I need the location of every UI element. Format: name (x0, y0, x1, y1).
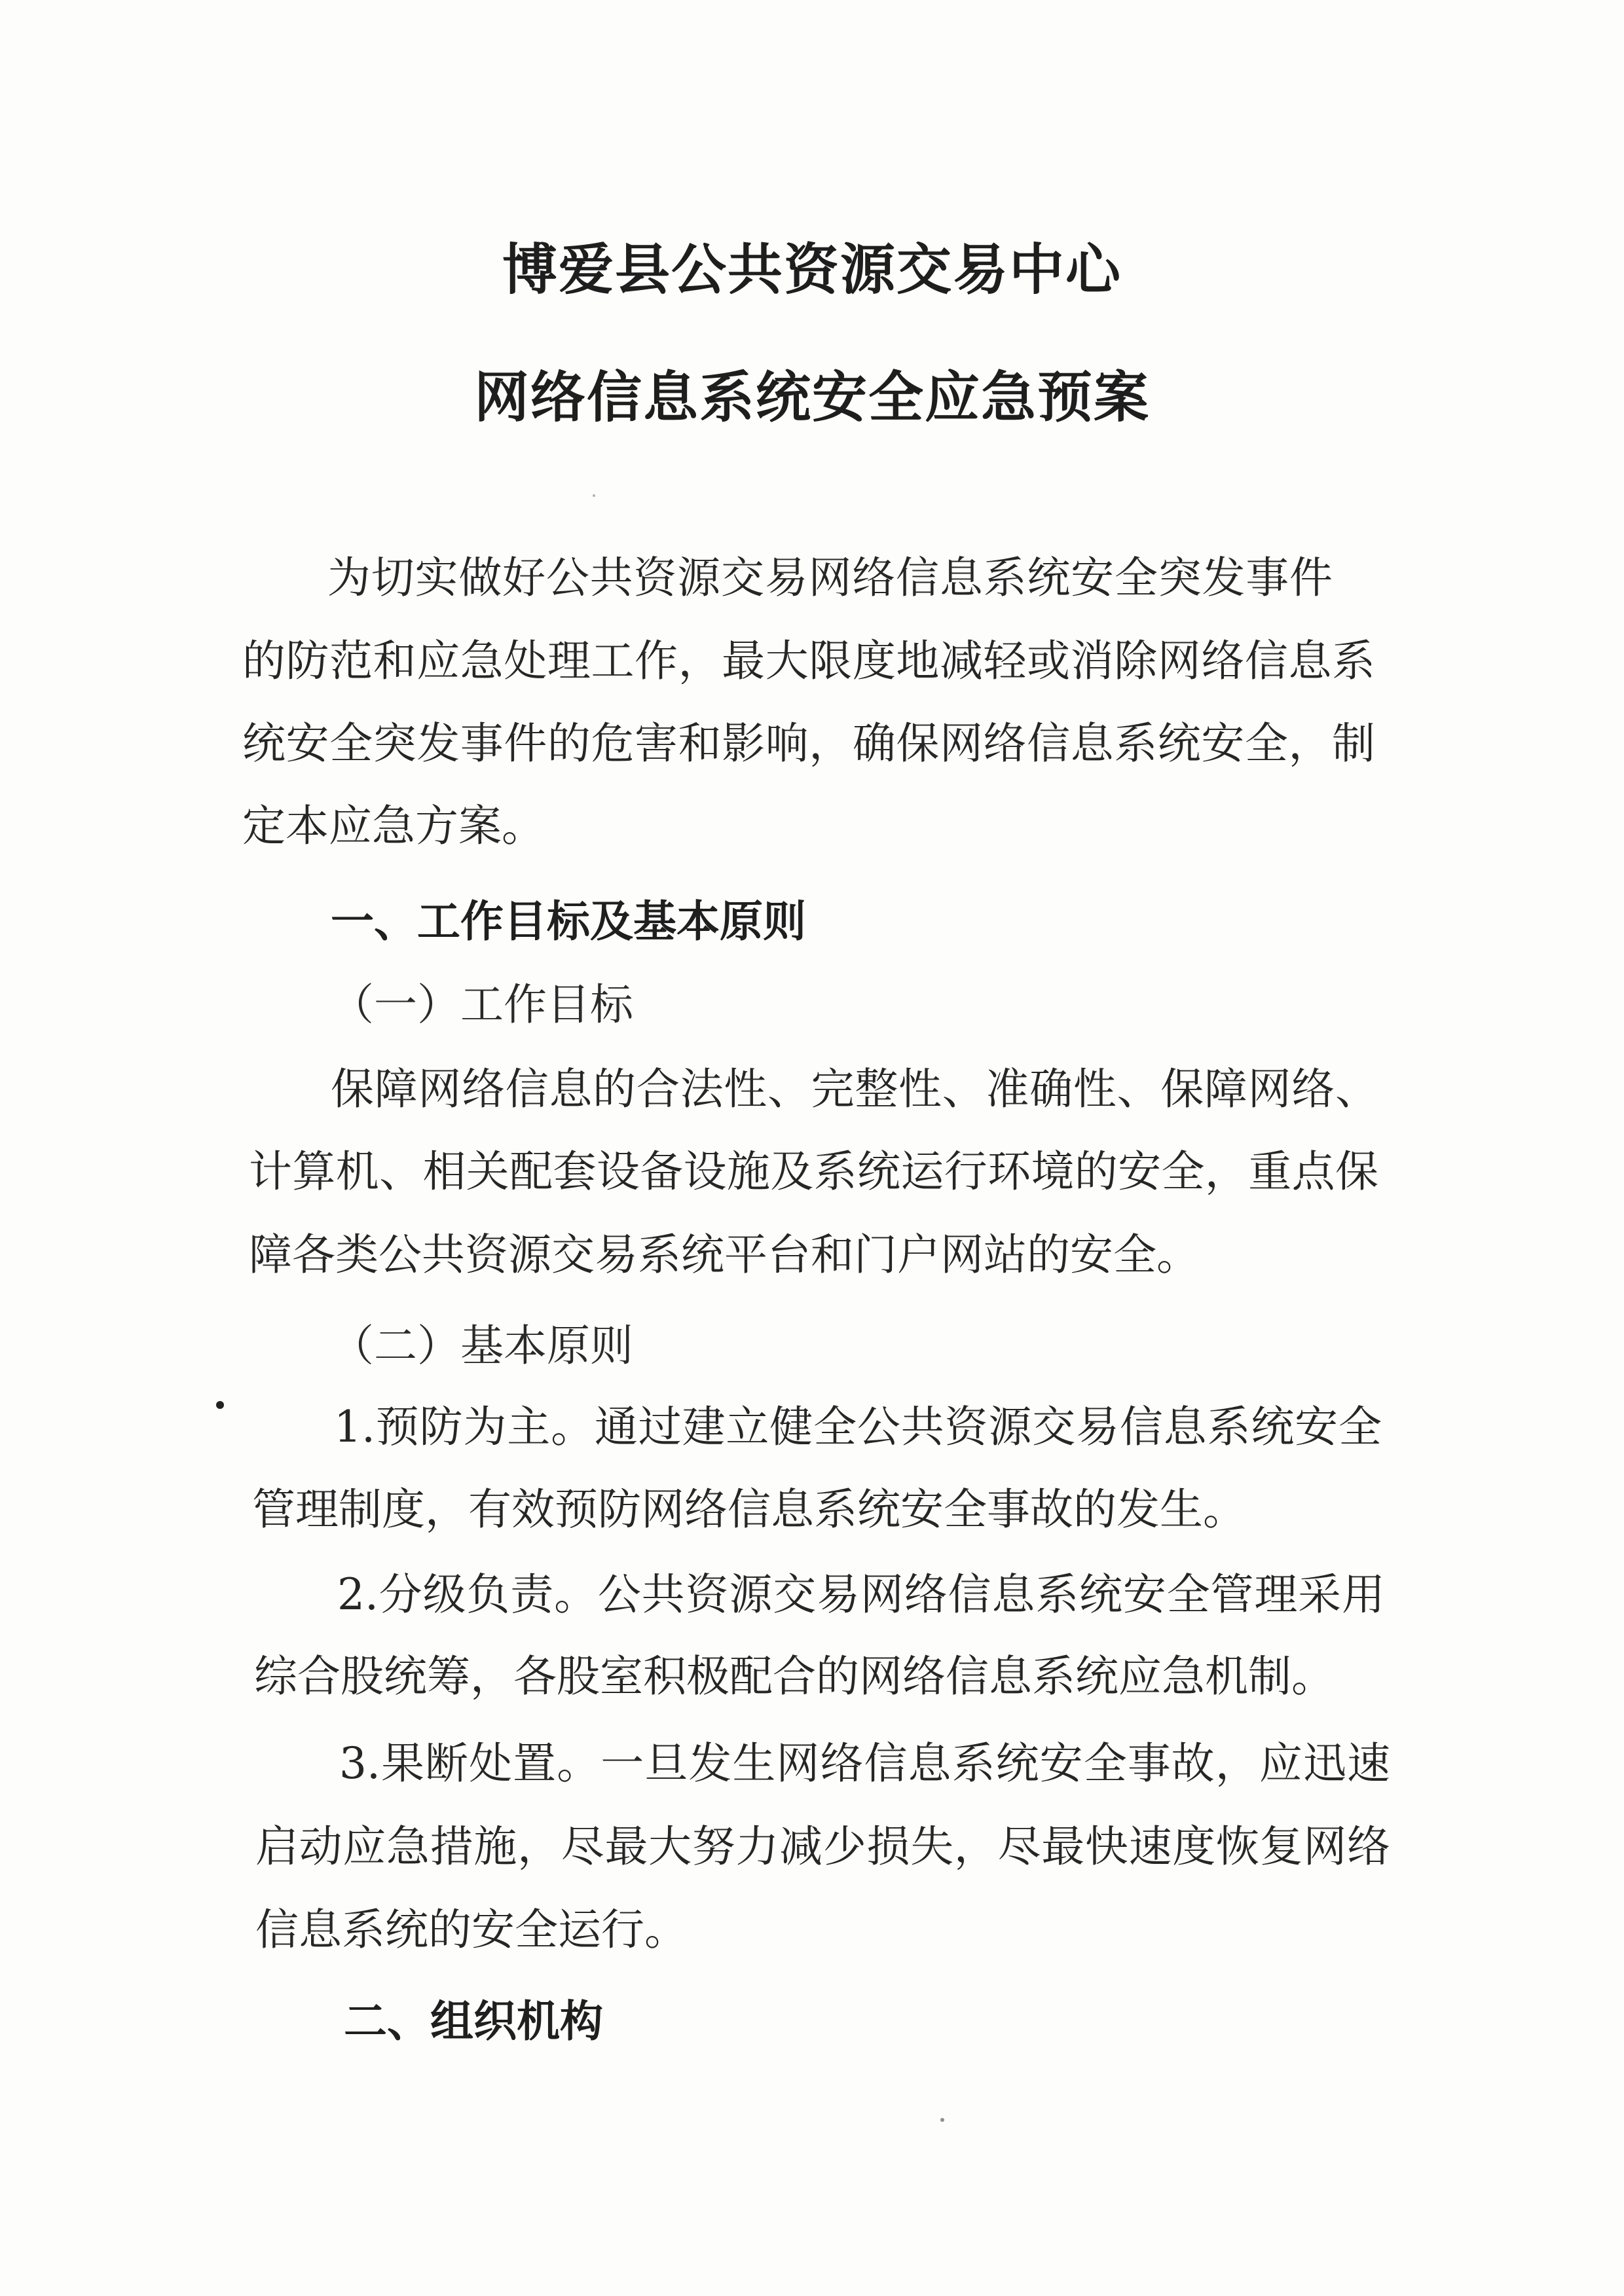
principle-3-line-3: 信息系统的安全运行。 (255, 1904, 688, 1955)
principle-1-line-2: 管理制度，有效预防网络信息系统安全事故的发生。 (252, 1484, 1246, 1535)
principle-3-line-2: 启动应急措施，尽最大努力减少损失，尽最快速度恢复网络 (255, 1821, 1390, 1872)
goal-line-1: 保障网络信息的合法性、完整性、准确性、保障网络、 (331, 1064, 1378, 1114)
principle-1-line-1: 1.预防为主。通过建立健全公共资源交易信息系统安全 (334, 1402, 1382, 1452)
principle-3-line-1: 3.果断处置。一旦发生网络信息系统安全事故，应迅速 (339, 1738, 1390, 1789)
intro-line-3: 统安全突发事件的危害和影响，确保网络信息系统安全，制 (242, 718, 1375, 769)
document-title-line-1: 博爱县公共资源交易中心 (502, 238, 1122, 302)
principle-2-line-1: 2.分级负责。公共资源交易网络信息系统安全管理采用 (337, 1569, 1385, 1620)
scan-speck (216, 1401, 224, 1409)
scan-speck (593, 494, 595, 497)
section-1-heading: 一、工作目标及基本原则 (331, 896, 806, 947)
intro-line-1: 为切实做好公共资源交易网络信息系统安全突发事件 (327, 553, 1333, 603)
subsection-1-heading: （一）工作目标 (331, 979, 633, 1030)
document-title-line-2: 网络信息系统安全应急预案 (473, 365, 1150, 429)
principle-2-line-2: 综合股统筹，各股室积极配合的网络信息系统应急机制。 (254, 1651, 1335, 1702)
intro-line-4: 定本应急方案。 (242, 801, 545, 851)
goal-line-3: 障各类公共资源交易系统平台和门户网站的安全。 (249, 1230, 1200, 1280)
intro-line-2: 的防范和应急处理工作，最大限度地减轻或消除网络信息系 (242, 636, 1375, 686)
subsection-2-heading: （二）基本原则 (331, 1321, 633, 1371)
section-2-heading: 二、组织机构 (344, 1996, 603, 2047)
goal-line-2: 计算机、相关配套设备设施及系统运行环境的安全，重点保 (249, 1146, 1378, 1197)
scan-speck (940, 2118, 944, 2122)
